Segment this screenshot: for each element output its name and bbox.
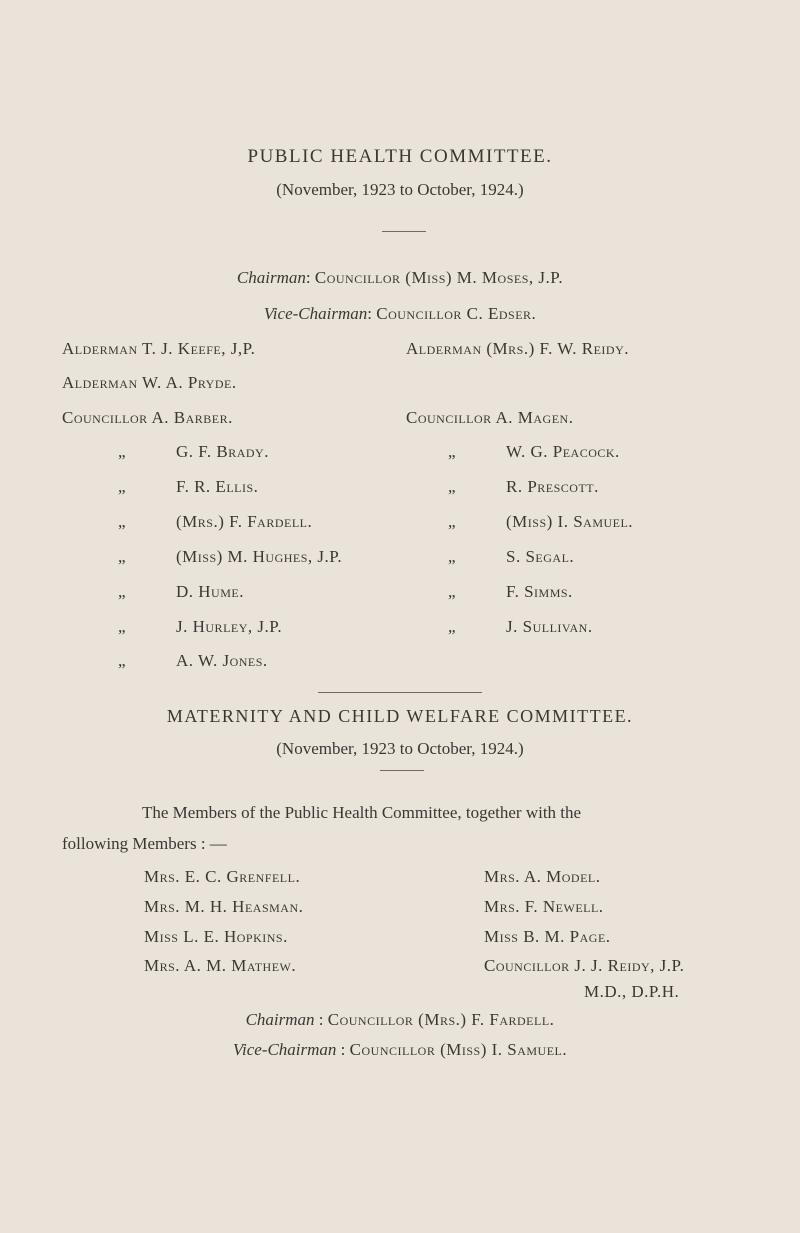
maternity-intro-line-2: following Members : —: [62, 834, 227, 853]
left-member: [116, 651, 268, 671]
right-member: [446, 547, 574, 567]
ditto-mark: „: [448, 547, 457, 566]
maternity-period: (November, 1923 to October, 1924.): [276, 739, 524, 758]
public-health-vice-chairman: [0, 304, 800, 324]
right-member: [446, 582, 573, 602]
right-councillor-1: Councillor A. Magen.: [406, 408, 574, 427]
vice-chairman-role: Vice-Chairman: [263, 304, 368, 323]
member-name: W. G. Peacock.: [506, 442, 620, 461]
left-alderman-2: Alderman W. A. Prydе.: [62, 373, 237, 392]
ditto-mark: „: [118, 477, 127, 496]
maternity-intro-line-1: The Members of the Public Health Committee, together with the: [142, 803, 582, 822]
member-name: S. Segal.: [506, 547, 575, 566]
member-name: (Miss) M. Hughes, J.P.: [176, 547, 343, 566]
ditto-mark: „: [118, 442, 127, 461]
short-divider: [380, 770, 424, 771]
left-member: [116, 582, 244, 602]
left-alderman-1: Alderman T. J. Keefe, J,P.: [62, 339, 256, 358]
ditto-mark: „: [118, 547, 127, 566]
left-member: [116, 617, 282, 637]
left-councillor-1: Councillor A. Barber.: [62, 408, 233, 427]
maternity-vice-chairman: [0, 1040, 800, 1060]
maternity-left-member: Mrs. M. H. Heasman.: [144, 897, 304, 916]
member-name: J. Hurley, J.P.: [176, 617, 283, 636]
vice-chairman-name: Councillor C. Edser.: [376, 304, 537, 323]
ditto-mark: „: [118, 582, 127, 601]
colon: :: [336, 1040, 350, 1059]
ditto-mark: „: [448, 582, 457, 601]
member-name: A. W. Jones.: [176, 651, 268, 670]
vice-chairman-name: Councillor (Miss) I. Samuel.: [349, 1040, 568, 1059]
left-member: [116, 547, 342, 567]
maternity-left-member: Miss L. E. Hopkins.: [144, 927, 288, 946]
right-member: [446, 617, 593, 637]
member-name: D. Hume.: [176, 582, 244, 601]
maternity-left-member: Mrs. E. C. Grenfell.: [144, 867, 301, 886]
chairman-role: Chairman: [245, 1010, 315, 1029]
maternity-chairman: [0, 1010, 800, 1030]
vice-chairman-role: Vice-Chairman: [232, 1040, 337, 1059]
public-health-period: (November, 1923 to October, 1924.): [276, 180, 524, 199]
short-divider: [382, 231, 426, 232]
maternity-right-member: Miss B. M. Page.: [484, 927, 611, 946]
ditto-mark: „: [118, 512, 127, 531]
member-name: G. F. Brady.: [176, 442, 269, 461]
chairman-name: Councillor (Miss) M. Moses, J.P.: [314, 268, 564, 287]
maternity-right-member-suffix: M.D., D.P.H.: [584, 982, 680, 1001]
maternity-title: MATERNITY AND CHILD WELFARE COMMITTEE.: [166, 706, 634, 726]
left-member: [116, 442, 269, 462]
chairman-role: Chairman: [236, 268, 306, 287]
colon: :: [305, 268, 315, 287]
member-name: F. Simms.: [506, 582, 573, 601]
long-divider: [318, 692, 482, 693]
ditto-mark: „: [118, 617, 127, 636]
member-name: (Mrs.) F. Fardell.: [176, 512, 313, 531]
ditto-mark: „: [448, 477, 457, 496]
member-name: (Miss) I. Samuel.: [506, 512, 634, 531]
right-alderman-1: Alderman (Mrs.) F. W. Reidy.: [406, 339, 629, 358]
member-name: J. Sullivan.: [506, 617, 593, 636]
ditto-mark: „: [448, 617, 457, 636]
maternity-right-member: Mrs. A. Model.: [484, 867, 601, 886]
maternity-left-member: Mrs. A. M. Mathew.: [144, 956, 297, 975]
member-name: R. Prescott.: [506, 477, 599, 496]
right-member: [446, 512, 633, 532]
left-member: [116, 512, 312, 532]
right-member: [446, 477, 599, 497]
member-name: F. R. Ellis.: [176, 477, 259, 496]
ditto-mark: „: [118, 651, 127, 670]
ditto-mark: „: [448, 512, 457, 531]
ditto-mark: „: [448, 442, 457, 461]
maternity-right-member: Mrs. F. Newell.: [484, 897, 604, 916]
public-health-title: PUBLIC HEALTH COMMITTEE.: [247, 146, 553, 167]
colon: :: [314, 1010, 328, 1029]
colon: :: [367, 304, 377, 323]
public-health-chairman: [0, 268, 800, 288]
left-member: [116, 477, 258, 497]
chairman-name: Councillor (Mrs.) F. Fardell.: [327, 1010, 555, 1029]
right-member: [446, 442, 620, 462]
maternity-right-member: Councillor J. J. Reidy, J.P.: [484, 956, 685, 975]
